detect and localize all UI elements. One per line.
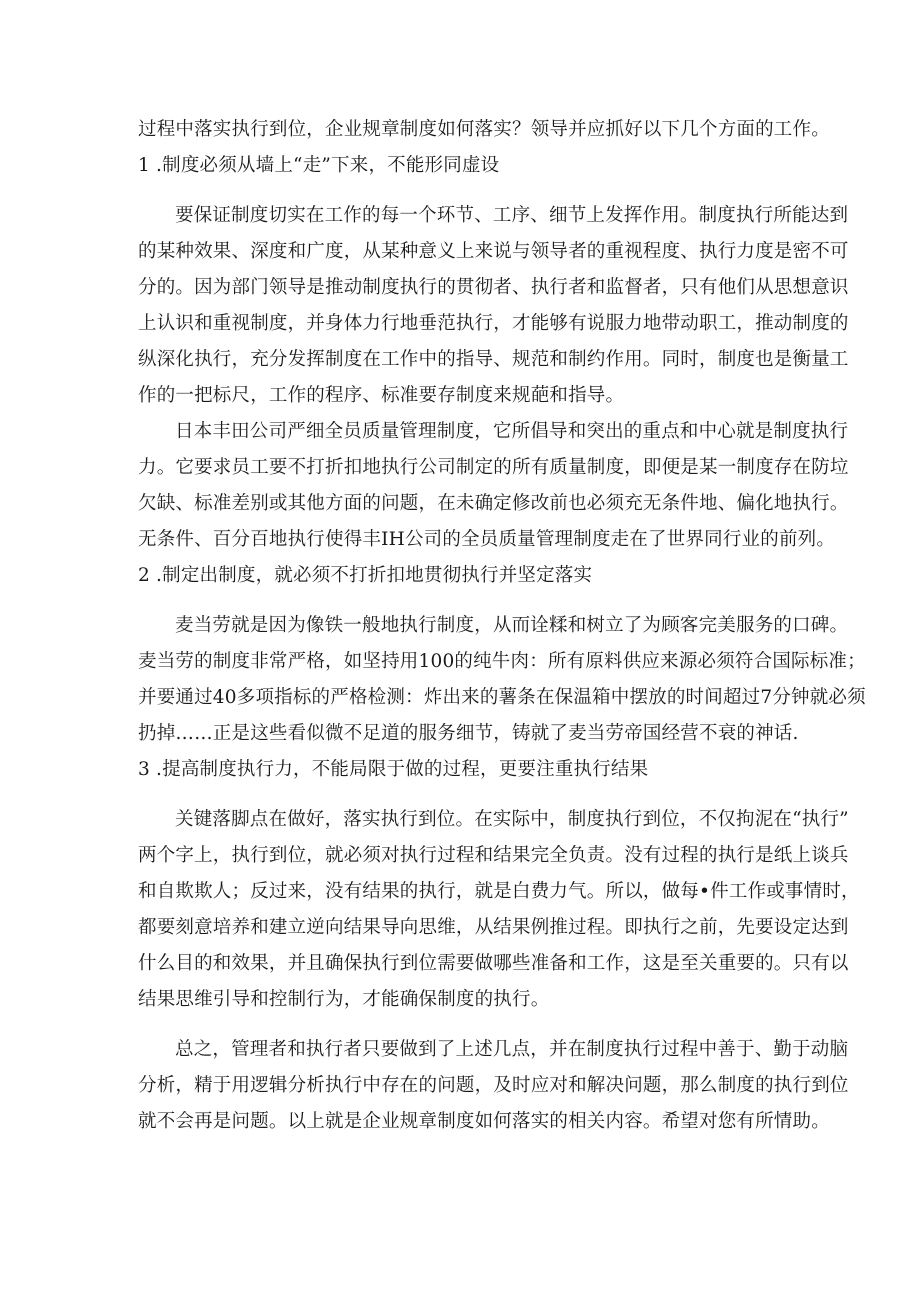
paragraph-line: 无条件、百分百地执行使得丰IH公司的全员质量管理制度走在了世界同行业的前列。 [138,529,836,550]
paragraph-line: 总之，管理者和执行者只要做到了上述几点，并在制度执行过程中善于、勤于动脑 [175,1039,849,1060]
paragraph-line: 和自欺欺人；反过来，没有结果的执行，就是白费力气。所以，做每•件工作或事情时， [138,881,860,902]
paragraph-line: 要保证制度切实在工作的每一个环节、工序、细节上发挥作用。制度执行所能达到 [175,205,849,226]
paragraph-line: 什么目的和效果，并且确保执行到位需要做哪些准备和工作，这是至关重要的。只有以 [138,953,849,974]
paragraph-line: 欠缺、标准差别或其他方面的问题，在未确定修改前也必须充无条件地、偏化地执行。 [138,493,849,514]
paragraph-line: 纵深化执行，充分发挥制度在工作中的指导、规范和制约作用。同时，制度也是衡量工 [138,349,849,370]
paragraph-line: 扔掉……正是这些看似微不足道的服务细节，铸就了麦当劳帝国经营不衰的神话. [138,723,799,744]
paragraph-line: 麦当劳的制度非常严格，如坚持用100的纯牛肉：所有原料供应来源必须符合国际标准； [138,651,866,672]
paragraph-line: 日本丰田公司严细全员质量管理制度，它所倡导和突出的重点和中心就是制度执行 [175,421,849,442]
intro-line: 过程中落实执行到位，企业规章制度如何落实？领导并应抓好以下几个方面的工作。 [138,119,830,140]
paragraph-line: 两个字上，执行到位，就必须对执行过程和结果完全负责。没有过程的执行是纸上谈兵 [138,845,849,866]
paragraph-line: 都要刻意培养和建立逆向结果导向思维，从结果例推过程。即执行之前，先要设定达到 [138,917,849,938]
paragraph-line: 关键落脚点在做好，落实执行到位。在实际中，制度执行到位，不仅拘泥在“执行” [175,809,849,830]
section-1-paragraph-1 [138,198,849,414]
paragraph-line: 上认识和重视制度，并身体力行地垂范执行，才能够有说服力地带动职工，推动制度的 [138,313,849,334]
document-page [138,112,866,1140]
paragraph-line: 作的一把标尺，工作的程序、标准要存制度来规葩和指导。 [138,385,625,406]
paragraph-line: 分的。因为部门领导是推动制度执行的贯彻者、执行者和监督者，只有他们从思想意识 [138,277,849,298]
paragraph-line: 结果思维引导和控制行为，才能确保制度的执行。 [138,989,550,1010]
section-2-paragraph-1 [138,608,866,752]
paragraph-line: 麦当劳就是因为像铁一般地执行制度，从而诠糅和树立了为顾客完美服务的口碑。 [175,615,849,636]
paragraph-line: 力。它要求员工要不打折扣地执行公司制定的所有质量制度，即便是某一制度存在防垃 [138,457,849,478]
section-2-heading: 2 .制定出制度，就必须不打折扣地贯彻执行并坚定落实 [138,565,593,586]
paragraph-line: 的某种效果、深度和广度，从某种意义上来说与领导者的重视程度、执行力度是密不可 [138,241,849,262]
conclusion-paragraph [138,1032,849,1140]
section-1-paragraph-2 [138,414,849,558]
section-1-heading: 1 .制度必须从墙上“走”下来，不能形同虚设 [138,155,500,176]
section-3-heading: 3 .提高制度执行力，不能局限于做的过程，更要注重执行结果 [138,759,649,780]
paragraph-line: 就不会再是问题。以上就是企业规章制度如何落实的相关内容。希望对您有所情助。 [138,1111,830,1132]
paragraph-line: 并要通过40多项指标的严格检测：炸出来的薯条在保温箱中摆放的时间超过7分钟就必须 [138,687,866,708]
paragraph-line: 分析，精于用逻辑分析执行中存在的问题，及时应对和解决问题，那么制度的执行到位 [138,1075,849,1096]
section-3-paragraph-1 [138,802,860,1018]
